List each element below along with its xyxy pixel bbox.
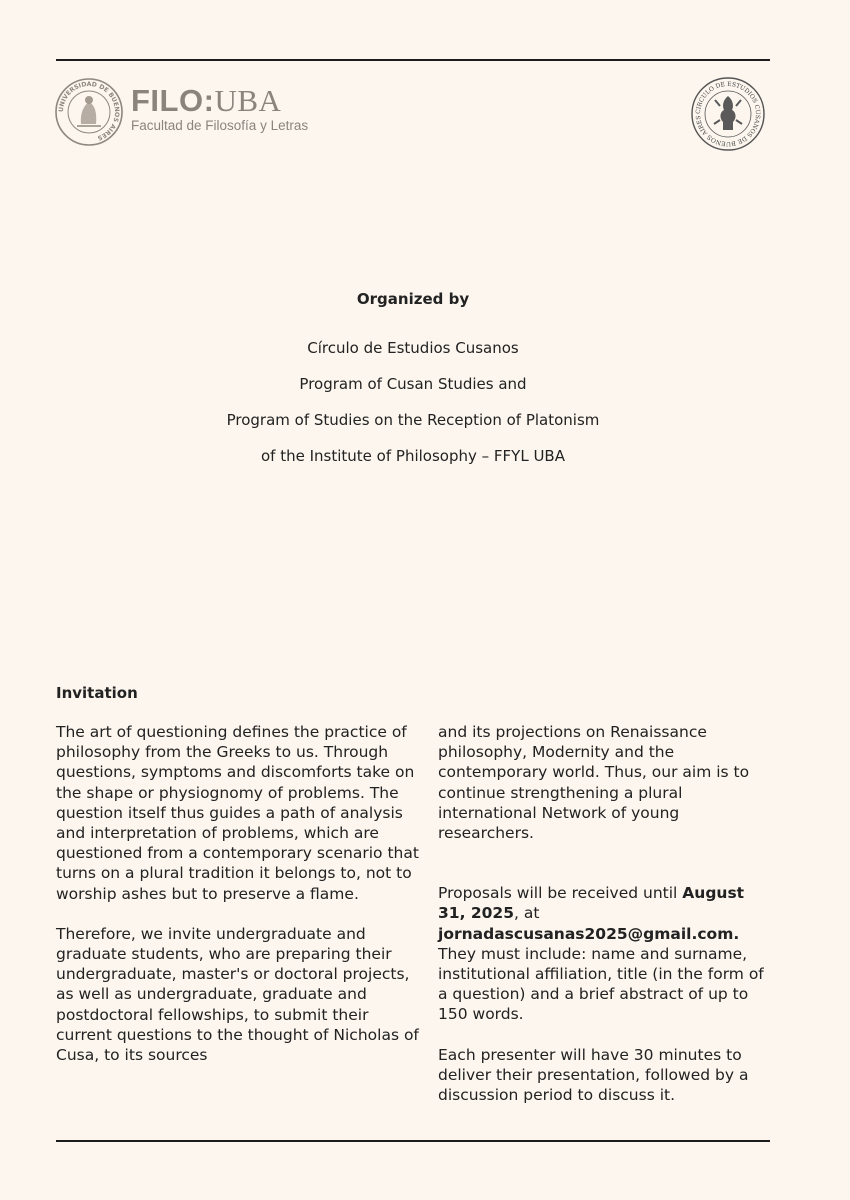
invitation-paragraph: Therefore, we invite undergraduate and graduate students, who are preparing their undergraduate, master's or doctoral projects, as well as undergraduate, graduate and postdoctoral fellowships, to submit their current questions to the thought of Nicholas of Cusa, to its sources xyxy=(56,924,419,1065)
organized-by-section xyxy=(0,288,826,474)
filo-subtitle: Facultad de Filosofía y Letras xyxy=(131,118,309,133)
proposals-paragraph: Proposals will be received until August 31, 2025, at jornadascusanas2025@gmail.com. They must include: name and surname, institutional affiliation, title (in the form of a question) and a brief abstract of up to 150 words. xyxy=(438,884,764,1024)
invitation-heading: Invitation xyxy=(56,684,138,702)
deadline: August 31, 2025 xyxy=(438,884,745,923)
svg-text:UNIVERSIDAD DE BUENOS AIRES: UNIVERSIDAD DE BUENOS AIRES xyxy=(57,80,121,142)
svg-text:CIRCULO DE ESTUDIOS CUSANOS DE: CIRCULO DE ESTUDIOS CUSANOS DE BUENOS AIRES xyxy=(694,80,762,148)
organizer-line: of the Institute of Philosophy – FFYL UBA xyxy=(261,447,565,465)
invitation-paragraph: The art of questioning defines the practice of philosophy from the Greeks to us. Through questions, symptoms and discomforts take on the shape or physiognomy of problems. The question itself thus guides a path of analysis and interpretation of problems, which are questioned from a contemporary scenario that turns on a plural tradition it belongs to, not to worship ashes but to preserve a flame. xyxy=(56,723,419,903)
invitation-column-left xyxy=(56,722,421,1085)
uba-seal-icon xyxy=(55,78,123,146)
organizer-line: Círculo de Estudios Cusanos xyxy=(307,339,519,357)
presenter-note: Each presenter will have 30 minutes to deliver their presentation, followed by a discussion period to discuss it. xyxy=(438,1045,749,1105)
contact-email[interactable]: jornadascusanas2025@gmail.com. xyxy=(438,924,740,943)
invitation-paragraph: and its projections on Renaissance philosophy, Modernity and the contemporary world. Thus, our aim is to continue strengthening a plural international Network of young researchers. xyxy=(438,723,750,843)
organizer-line: Program of Studies on the Reception of Platonism xyxy=(226,411,600,429)
cusanos-seal-icon xyxy=(690,76,766,152)
top-rule xyxy=(56,59,770,61)
invitation-column-right xyxy=(438,722,774,1125)
filo-uba-logo xyxy=(55,78,315,148)
organized-heading: Organized by xyxy=(356,290,470,308)
organizer-line: Program of Cusan Studies and xyxy=(299,375,527,393)
filo-uba-wordmark: FILO:UBA xyxy=(131,83,282,118)
bottom-rule xyxy=(56,1140,770,1142)
